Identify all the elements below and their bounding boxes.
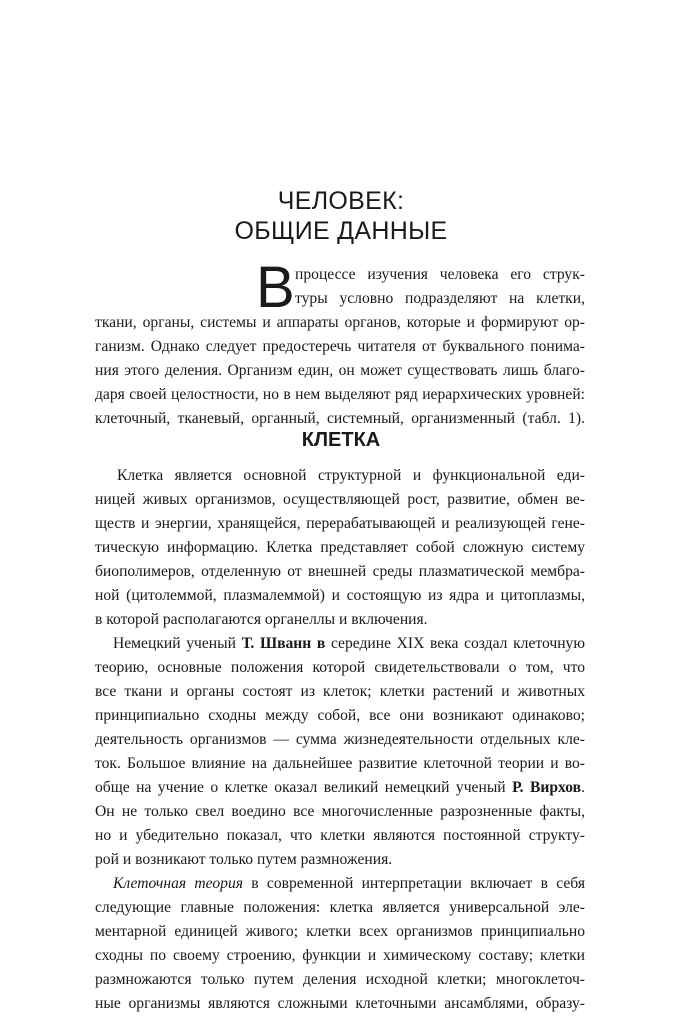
term-cell-theory: Клеточная теория (113, 875, 244, 892)
intro-line: даря своей целостности, но в нем выделяют ряд иерархических уровней: (95, 386, 585, 403)
paragraph-2-line: ток. Большое влияние на дальнейшее развитие клеточной теории и во- (95, 755, 585, 772)
paragraph-3-line: сходны по своему строению, функции и химическому составу; клетки (95, 947, 585, 964)
intro-line: ния этого деления. Организм един, он может существовать лишь благо- (95, 362, 585, 379)
text-run: середине XIX века создал клеточную (325, 635, 585, 652)
paragraph-2-line: теорию, основные положения которой свидетельствовали о том, что (95, 659, 585, 676)
scientist-name-schwann: Т. Шванн в (241, 635, 326, 652)
intro-line: процессе изучения человека его струк- (295, 266, 585, 283)
paragraph-3-line: ные организмы являются сложными клеточными ансамблями, образу- (95, 995, 585, 1012)
intro-paragraph-start (295, 263, 585, 311)
paragraph-3-line: следующие главные положения: клетка является универсальной эле- (95, 899, 585, 916)
paragraph-1-line: в которой располагаются органеллы и включения. (95, 611, 428, 628)
chapter-title-line-1: ЧЕЛОВЕК: (277, 187, 405, 215)
body-text (95, 464, 585, 1016)
paragraph-3-line: ментарной единицей живого; клетки всех организмов принципиально (95, 923, 585, 940)
paragraph-2-line: все ткани и органы состоят из клеток; клетки растений и животных (95, 683, 585, 700)
text-run: . (581, 779, 585, 796)
section-heading: КЛЕТКА (301, 429, 381, 451)
paragraph-1-line: Клетка является основной структурной и функциональной еди- (117, 467, 585, 484)
paragraph-2-line: деятельность организмов — сумма жизнедеятельности отдельных кле- (95, 731, 585, 748)
chapter-title-line-2: ОБЩИЕ ДАННЫЕ (234, 217, 448, 245)
drop-cap-letter: В (256, 255, 295, 320)
chapter-title (0, 186, 682, 246)
paragraph-2-line: Он не только свел воедино все многочисленные разрозненные факты, (95, 803, 585, 820)
paragraph-1-line: тическую информацию. Клетка представляет собой сложную систему (95, 539, 585, 556)
paragraph-1-line: биополимеров, отделенную от внешней среды плазматической мембра- (95, 563, 585, 580)
intro-line: ткани, органы, системы и аппараты органов, которые и формируют ор- (95, 314, 585, 331)
text-run: обще на учение о клетке оказал великий немецкий ученый (95, 779, 513, 796)
paragraph-1-line: ницей живых организмов, осуществляющей рост, развитие, обмен ве- (95, 491, 585, 508)
intro-line: клеточный, тканевый, органный, системный, организменный (табл. 1). (95, 410, 585, 427)
paragraph-2-line (95, 776, 585, 800)
paragraph-3-line (95, 872, 585, 896)
paragraph-3-line: размножаются только путем деления исходной клетки; многоклеточ- (95, 971, 585, 988)
intro-line: туры условно подразделяют на клетки, (295, 290, 585, 307)
paragraph-2-line (95, 632, 585, 656)
paragraph-1-line: ной (цитолеммой, плазмалеммой) и состоящую из ядра и цитоплазмы, (95, 587, 585, 604)
paragraph-2-line: но и убедительно показал, что клетки являются постоянной структу- (95, 827, 585, 844)
intro-line: ганизм. Однако следует предостеречь читателя от буквального понима- (95, 338, 585, 355)
intro-paragraph-rest (95, 311, 585, 431)
text-run: в современной интерпретации включает в себя (243, 875, 585, 892)
paragraph-1-line: ществ и энергии, хранящейся, перерабатывающей и реализующей гене- (95, 515, 585, 532)
scientist-name-virchow: Р. Вирхов (512, 779, 582, 796)
paragraph-2-line: принципиально сходны между собой, все они возникают одинаково; (95, 707, 585, 724)
text-run: Немецкий ученый (113, 635, 242, 652)
paragraph-2-line: рой и возникают только путем размножения. (95, 851, 393, 868)
